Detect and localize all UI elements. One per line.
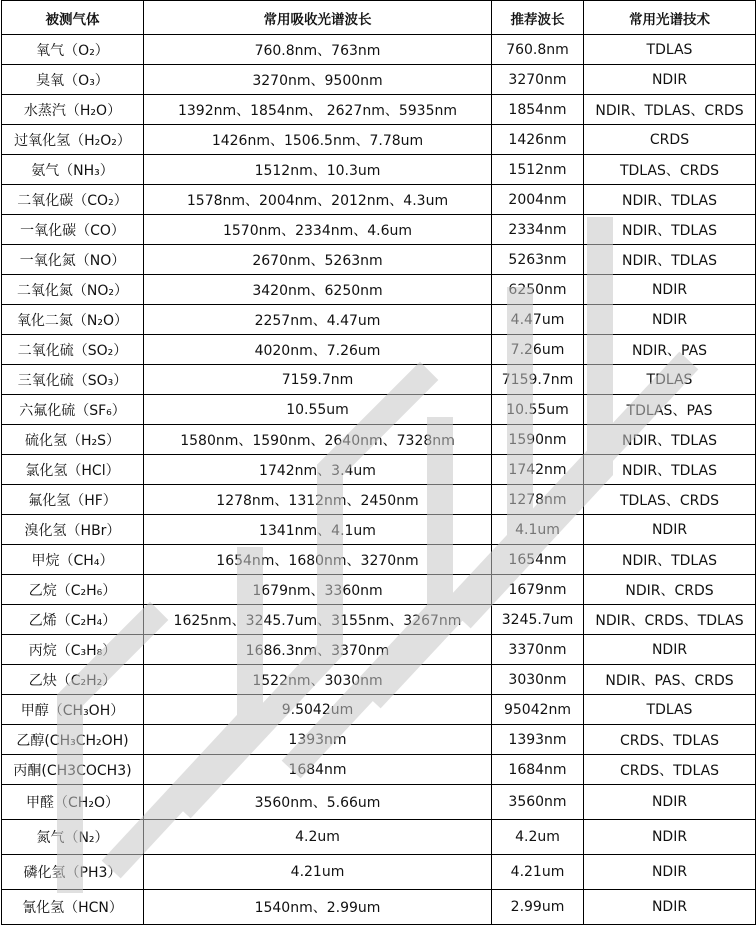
technique-cell: NDIR、PAS	[584, 335, 756, 365]
wavelengths-cell: 4.21um	[144, 855, 492, 890]
recommended-cell: 3030nm	[492, 665, 584, 695]
recommended-cell: 1590nm	[492, 425, 584, 455]
technique-cell: NDIR、CRDS	[584, 575, 756, 605]
recommended-cell: 1393nm	[492, 725, 584, 755]
gas-cell: 溴化氢（HBr）	[2, 515, 144, 545]
technique-cell: TDLAS、PAS	[584, 395, 756, 425]
wavelengths-cell: 4020nm、7.26um	[144, 335, 492, 365]
technique-cell: TDLAS	[584, 695, 756, 725]
recommended-cell: 6250nm	[492, 275, 584, 305]
table-row	[2, 425, 756, 455]
gas-cell: 二氧化碳（CO₂）	[2, 185, 144, 215]
technique-cell: NDIR	[584, 820, 756, 855]
gas-cell: 乙醇(CH₃CH₂OH)	[2, 725, 144, 755]
technique-cell: NDIR、TDLAS	[584, 425, 756, 455]
header-row	[2, 1, 756, 35]
recommended-cell: 95042nm	[492, 695, 584, 725]
table-row	[2, 335, 756, 365]
recommended-cell: 1512nm	[492, 155, 584, 185]
wavelengths-cell: 1426nm、1506.5nm、7.78um	[144, 125, 492, 155]
gas-cell: 氮气（N₂）	[2, 820, 144, 855]
table-row	[2, 695, 756, 725]
technique-cell: NDIR	[584, 890, 756, 925]
technique-cell: TDLAS	[584, 35, 756, 65]
technique-cell: NDIR	[584, 785, 756, 820]
technique-cell: NDIR、TDLAS	[584, 245, 756, 275]
technique-cell: TDLAS、CRDS	[584, 485, 756, 515]
table-row	[2, 35, 756, 65]
table-row	[2, 635, 756, 665]
table-row	[2, 890, 756, 925]
table-row	[2, 365, 756, 395]
wavelengths-cell: 1522nm、3030nm	[144, 665, 492, 695]
table-row	[2, 820, 756, 855]
gas-cell: 一氧化碳（CO）	[2, 215, 144, 245]
recommended-cell: 7.26um	[492, 335, 584, 365]
technique-cell: NDIR	[584, 305, 756, 335]
table-row	[2, 395, 756, 425]
gas-cell: 二氧化氮（NO₂）	[2, 275, 144, 305]
gas-cell: 一氧化氮（NO）	[2, 245, 144, 275]
technique-cell: TDLAS、CRDS	[584, 155, 756, 185]
table-row	[2, 245, 756, 275]
table-row	[2, 575, 756, 605]
table-row	[2, 65, 756, 95]
recommended-cell: 2004nm	[492, 185, 584, 215]
recommended-cell: 1426nm	[492, 125, 584, 155]
table-row	[2, 95, 756, 125]
gas-cell: 硫化氢（H₂S）	[2, 425, 144, 455]
recommended-cell: 1654nm	[492, 545, 584, 575]
table-body	[2, 35, 756, 925]
recommended-cell: 1742nm	[492, 455, 584, 485]
recommended-cell: 2334nm	[492, 215, 584, 245]
table-row	[2, 215, 756, 245]
technique-cell: NDIR	[584, 275, 756, 305]
wavelengths-cell: 3560nm、5.66um	[144, 785, 492, 820]
wavelengths-cell: 1654nm、1680nm、3270nm	[144, 545, 492, 575]
gas-cell: 乙烯（C₂H₄）	[2, 605, 144, 635]
table-row	[2, 185, 756, 215]
wavelengths-cell: 1512nm、10.3um	[144, 155, 492, 185]
recommended-cell: 2.99um	[492, 890, 584, 925]
gas-cell: 甲醇（CH₃OH）	[2, 695, 144, 725]
gas-cell: 氟化氢（HF）	[2, 485, 144, 515]
table-row	[2, 605, 756, 635]
technique-cell: NDIR、TDLAS、CRDS	[584, 95, 756, 125]
recommended-cell: 760.8nm	[492, 35, 584, 65]
wavelengths-cell: 1540nm、2.99um	[144, 890, 492, 925]
header-recommended: 推荐波长	[492, 1, 584, 35]
technique-cell: TDLAS	[584, 365, 756, 395]
wavelengths-cell: 1392nm、1854nm、 2627nm、5935nm	[144, 95, 492, 125]
recommended-cell: 4.21um	[492, 855, 584, 890]
recommended-cell: 3560nm	[492, 785, 584, 820]
gas-cell: 甲醛（CH₂O）	[2, 785, 144, 820]
technique-cell: NDIR、PAS、CRDS	[584, 665, 756, 695]
technique-cell: NDIR	[584, 635, 756, 665]
wavelengths-cell: 1679nm、3360nm	[144, 575, 492, 605]
wavelengths-cell: 1278nm、1312nm、2450nm	[144, 485, 492, 515]
table-row	[2, 305, 756, 335]
gas-spectrum-table	[1, 0, 756, 925]
wavelengths-cell: 2257nm、4.47um	[144, 305, 492, 335]
wavelengths-cell: 1686.3nm、3370nm	[144, 635, 492, 665]
gas-cell: 乙烷（C₂H₆）	[2, 575, 144, 605]
gas-cell: 水蒸汽（H₂O）	[2, 95, 144, 125]
wavelengths-cell: 1580nm、1590nm、2640nm、7328nm	[144, 425, 492, 455]
gas-cell: 磷化氢（PH3）	[2, 855, 144, 890]
table-row	[2, 665, 756, 695]
recommended-cell: 7159.7nm	[492, 365, 584, 395]
recommended-cell: 5263nm	[492, 245, 584, 275]
wavelengths-cell: 1570nm、2334nm、4.6um	[144, 215, 492, 245]
recommended-cell: 1854nm	[492, 95, 584, 125]
wavelengths-cell: 3420nm、6250nm	[144, 275, 492, 305]
wavelengths-cell: 760.8nm、763nm	[144, 35, 492, 65]
table-row	[2, 855, 756, 890]
wavelengths-cell: 10.55um	[144, 395, 492, 425]
recommended-cell: 1684nm	[492, 755, 584, 785]
technique-cell: NDIR	[584, 65, 756, 95]
recommended-cell: 4.47um	[492, 305, 584, 335]
wavelengths-cell: 1742nm、3.4um	[144, 455, 492, 485]
recommended-cell: 4.1um	[492, 515, 584, 545]
gas-cell: 三氧化硫（SO₃）	[2, 365, 144, 395]
wavelengths-cell: 1393nm	[144, 725, 492, 755]
recommended-cell: 1278nm	[492, 485, 584, 515]
technique-cell: NDIR	[584, 855, 756, 890]
table-row	[2, 485, 756, 515]
wavelengths-cell: 1684nm	[144, 755, 492, 785]
technique-cell: NDIR、TDLAS	[584, 545, 756, 575]
wavelengths-cell: 1341nm、4.1um	[144, 515, 492, 545]
recommended-cell: 3245.7um	[492, 605, 584, 635]
gas-cell: 氧化二氮（N₂O）	[2, 305, 144, 335]
table-row	[2, 275, 756, 305]
gas-cell: 氯化氢（HCl）	[2, 455, 144, 485]
gas-cell: 丙酮(CH3COCH3)	[2, 755, 144, 785]
header-gas: 被测气体	[2, 1, 144, 35]
recommended-cell: 4.2um	[492, 820, 584, 855]
technique-cell: CRDS、TDLAS	[584, 755, 756, 785]
technique-cell: NDIR、TDLAS	[584, 455, 756, 485]
wavelengths-cell: 3270nm、9500nm	[144, 65, 492, 95]
wavelengths-cell: 1578nm、2004nm、2012nm、4.3um	[144, 185, 492, 215]
gas-cell: 二氧化硫（SO₂）	[2, 335, 144, 365]
wavelengths-cell: 7159.7nm	[144, 365, 492, 395]
technique-cell: NDIR、TDLAS	[584, 215, 756, 245]
gas-cell: 乙炔（C₂H₂）	[2, 665, 144, 695]
table-row	[2, 515, 756, 545]
technique-cell: NDIR	[584, 515, 756, 545]
table-row	[2, 455, 756, 485]
header-technique: 常用光谱技术	[584, 1, 756, 35]
technique-cell: CRDS、TDLAS	[584, 725, 756, 755]
gas-cell: 氧气（O₂）	[2, 35, 144, 65]
technique-cell: NDIR、CRDS、TDLAS	[584, 605, 756, 635]
wavelengths-cell: 4.2um	[144, 820, 492, 855]
table-row	[2, 545, 756, 575]
gas-cell: 丙烷（C₃H₈）	[2, 635, 144, 665]
gas-cell: 氰化氢（HCN）	[2, 890, 144, 925]
table-row	[2, 725, 756, 755]
wavelengths-cell: 9.5042um	[144, 695, 492, 725]
gas-cell: 六氟化硫（SF₆）	[2, 395, 144, 425]
recommended-cell: 3270nm	[492, 65, 584, 95]
header-wavelengths: 常用吸收光谱波长	[144, 1, 492, 35]
table-row	[2, 125, 756, 155]
technique-cell: NDIR、TDLAS	[584, 185, 756, 215]
gas-cell: 臭氧（O₃）	[2, 65, 144, 95]
table-row	[2, 755, 756, 785]
table-row	[2, 785, 756, 820]
wavelengths-cell: 1625nm、3245.7um、3155nm、3267nm	[144, 605, 492, 635]
table-row	[2, 155, 756, 185]
gas-cell: 氨气（NH₃）	[2, 155, 144, 185]
wavelengths-cell: 2670nm、5263nm	[144, 245, 492, 275]
recommended-cell: 3370nm	[492, 635, 584, 665]
recommended-cell: 10.55um	[492, 395, 584, 425]
gas-cell: 甲烷（CH₄）	[2, 545, 144, 575]
gas-cell: 过氧化氢（H₂O₂）	[2, 125, 144, 155]
recommended-cell: 1679nm	[492, 575, 584, 605]
technique-cell: CRDS	[584, 125, 756, 155]
